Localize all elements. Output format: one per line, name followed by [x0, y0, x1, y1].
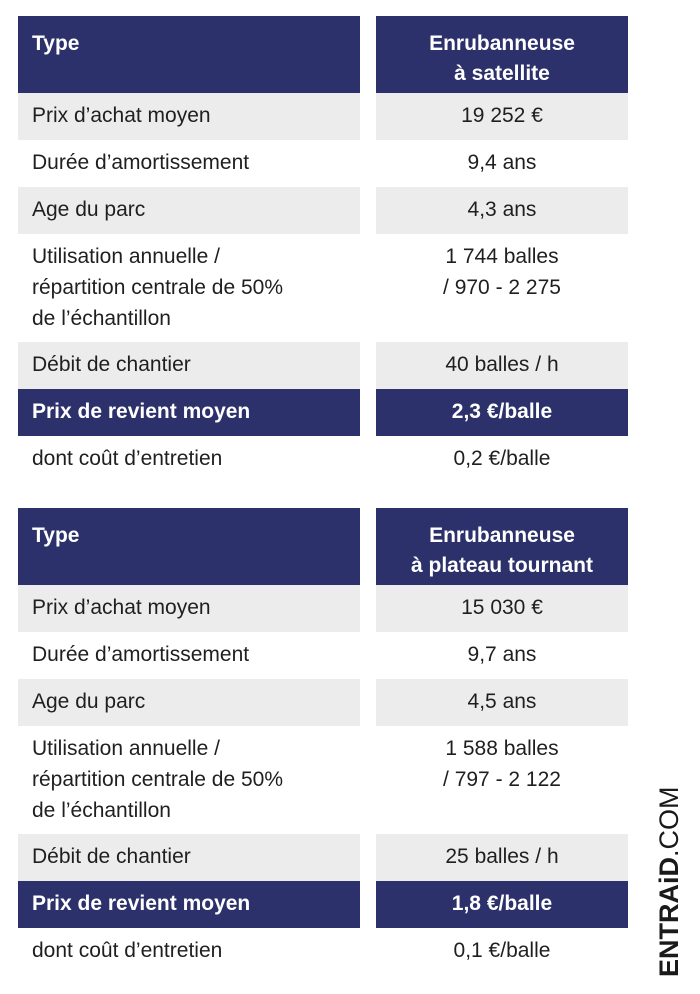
row-value-line: 1 588 balles	[445, 737, 559, 760]
row-label: Prix de revient moyen	[18, 881, 360, 928]
table-row-highlight	[18, 389, 628, 436]
row-value: 4,5 ans	[376, 679, 628, 726]
row-value: 4,3 ans	[376, 187, 628, 234]
table-row-highlight	[18, 881, 628, 928]
row-value: 0,1 €/balle	[453, 939, 551, 962]
row-label-line: de l’échantillon	[32, 307, 171, 330]
row-label-line: Utilisation annuelle /	[32, 245, 220, 268]
entraid-logo	[648, 755, 688, 980]
row-value: 2,3 €/balle	[376, 389, 628, 436]
row-value-line: / 970 - 2 275	[443, 276, 561, 299]
row-value: 25 balles / h	[376, 834, 628, 881]
row-label: dont coût d’entretien	[32, 939, 223, 962]
row-label: Prix d’achat moyen	[18, 93, 360, 140]
row-label	[18, 234, 360, 342]
row-label-line: Utilisation annuelle /	[32, 737, 220, 760]
row-value: 9,4 ans	[467, 151, 537, 174]
svg-text:ENTRAiD.COM	[654, 787, 684, 978]
brand-name: ENTRAiD	[654, 857, 684, 977]
row-label: Débit de chantier	[18, 342, 360, 389]
row-label: Age du parc	[18, 187, 360, 234]
row-label-line: de l’échantillon	[32, 799, 171, 822]
row-value: 15 030 €	[376, 585, 628, 632]
row-value: 0,2 €/balle	[453, 447, 551, 470]
table-row	[18, 234, 628, 342]
header-machine-line: Enrubanneuse	[429, 524, 575, 547]
row-value: 19 252 €	[376, 93, 628, 140]
table-header	[18, 16, 628, 93]
row-label: dont coût d’entretien	[32, 447, 223, 470]
row-value	[376, 726, 628, 834]
row-value-line: / 797 - 2 122	[443, 768, 561, 791]
header-machine-line: Enrubanneuse	[429, 32, 575, 55]
table-row	[18, 342, 628, 389]
table-row	[18, 834, 628, 881]
row-value-line: 1 744 balles	[445, 245, 559, 268]
row-label	[18, 726, 360, 834]
row-value: 40 balles / h	[376, 342, 628, 389]
header-machine-name	[376, 508, 628, 585]
table-row	[18, 187, 628, 234]
row-label: Prix d’achat moyen	[18, 585, 360, 632]
row-label: Durée d’amortissement	[32, 643, 250, 666]
table-row	[18, 585, 628, 632]
table-row	[18, 140, 628, 187]
header-machine-line: à satellite	[454, 62, 550, 85]
table-row	[18, 93, 628, 140]
table-row	[18, 436, 628, 483]
cost-table-turntable	[18, 508, 628, 975]
row-label: Age du parc	[18, 679, 360, 726]
row-label-line: répartition centrale de 50%	[32, 276, 283, 299]
header-machine-line: à plateau tournant	[410, 554, 594, 577]
header-machine-name	[376, 16, 628, 93]
table-header	[18, 508, 628, 585]
row-label: Prix de revient moyen	[18, 389, 360, 436]
row-value	[376, 234, 628, 342]
table-row	[18, 928, 628, 975]
row-label: Débit de chantier	[18, 834, 360, 881]
cost-table-satellite	[18, 16, 628, 483]
row-label: Durée d’amortissement	[32, 151, 250, 174]
row-value: 9,7 ans	[467, 643, 537, 666]
row-value: 1,8 €/balle	[376, 881, 628, 928]
header-type-label: Type	[18, 16, 360, 93]
table-row	[18, 726, 628, 834]
table-row	[18, 632, 628, 679]
table-row	[18, 679, 628, 726]
header-type-label: Type	[18, 508, 360, 585]
row-label-line: répartition centrale de 50%	[32, 768, 283, 791]
brand-domain: .COM	[654, 786, 684, 857]
